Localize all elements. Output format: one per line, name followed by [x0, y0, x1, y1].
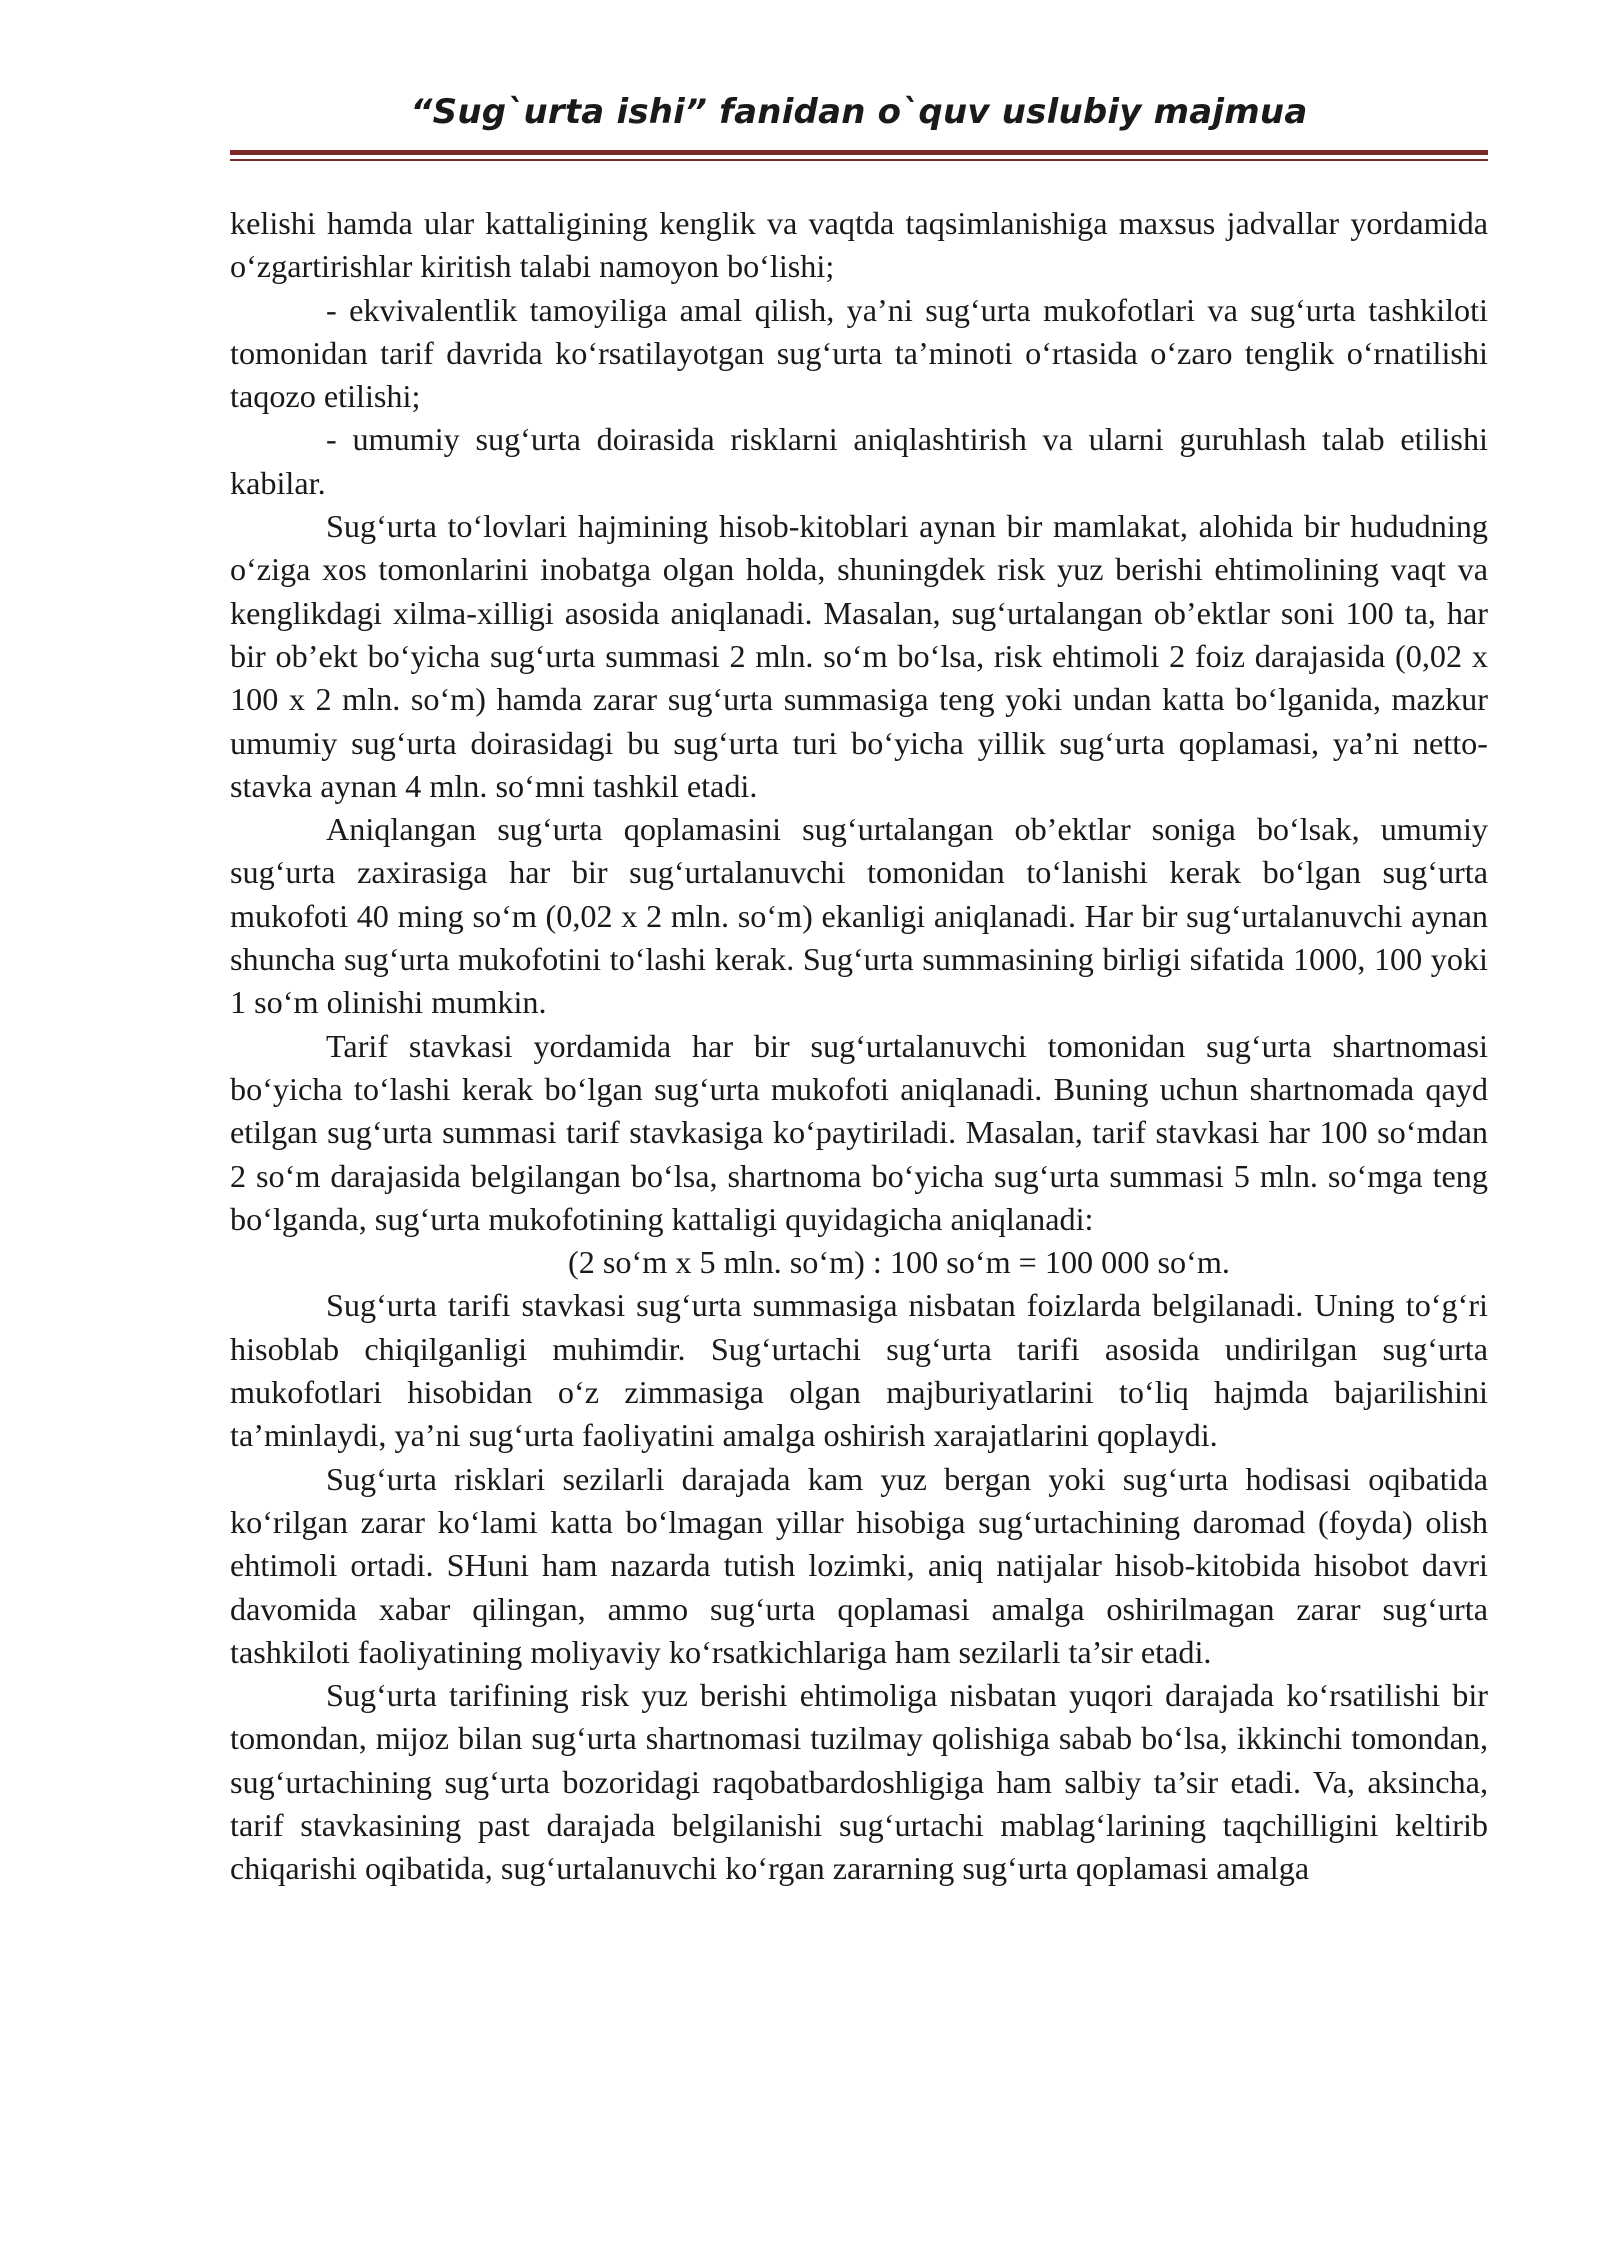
paragraph-list-item-equivalence: - ekvivalentlik tamoyiliga amal qilish, ya’ni sugʻurta mukofotlari va sugʻurta tashkiloti tomonidan tarif davrida koʻrsatilayotgan sugʻurta ta’minoti oʻrtasida oʻzaro tenglik oʻrnatilishi taqozo etilishi;	[230, 291, 1488, 415]
document-body	[230, 202, 1488, 1891]
header-rule-thin	[230, 159, 1488, 161]
paragraph-tariff-level-effects: Sugʻurta tarifining risk yuz berishi ehtimoliga nisbatan yuqori darajada koʻrsatilishi bir tomondan, mijoz bilan sugʻurta shartnomasi tuzilmay qolishiga sabab boʻlsa, ikkinchi tomondan, sugʻurtachining sugʻurta bozoridagi raqobatbardoshligiga ham salbiy ta’sir etadi. Va, aksincha, tarif stavkasining past darajada belgilanishi sugʻurtachi mablagʻlarining taqchilligini keltirib chiqarishi oqibatida, sugʻurtalanuvchi koʻrgan zararning sugʻurta qoplamasi amalga	[230, 1677, 1488, 1887]
paragraph-insurer-profit: Sugʻurta risklari sezilarli darajada kam yuz bergan yoki sugʻurta hodisasi oqibatida koʻrilgan zarar koʻlami katta boʻlmagan yillar hisobiga sugʻurtachining daromad (foyda) olish ehtimoli ortadi. SHuni ham nazarda tutish lozimki, aniq natijalar hisob-kitobida hisobot davri davomida xabar qilingan, ammo sugʻurta qoplamasi amalga oshirilmagan zarar sugʻurta tashkiloti faoliyatining moliyaviy koʻrsatkichlariga ham sezilarli ta’sir etadi.	[230, 1460, 1488, 1670]
paragraph-payment-calculation: Sugʻurta toʻlovlari hajmining hisob-kitoblari aynan bir mamlakat, alohida bir hududning oʻziga xos tomonlarini inobatga olgan holda, shuningdek risk yuz berishi ehtimolining vaqt va kenglikdagi xilma-xilligi asosida aniqlanadi. Masalan, sugʻurtalangan ob’ektlar soni 100 ta, har bir ob’ekt boʻyicha sugʻurta summasi 2 mln. soʻm boʻlsa, risk ehtimoli 2 foiz darajasida (0,02 x 100 x 2 mln. soʻm) hamda zarar sugʻurta summasiga teng yoki undan katta boʻlganida, mazkur umumiy sugʻurta doirasidagi bu sugʻurta turi boʻyicha yillik sugʻurta qoplamasi, ya’ni netto-stavka aynan 4 mln. soʻmni tashkil etadi.	[230, 508, 1488, 804]
header-rule-thick	[230, 150, 1488, 155]
paragraph-tariff-rate: Tarif stavkasi yordamida har bir sugʻurtalanuvchi tomonidan sugʻurta shartnomasi boʻyicha toʻlashi kerak boʻlgan sugʻurta mukofoti aniqlanadi. Buning uchun shartnomada qayd etilgan sugʻurta summasi tarif stavkasiga koʻpaytiriladi. Masalan, tarif stavkasi har 100 soʻmdan 2 soʻm darajasida belgilangan boʻlsa, shartnoma boʻyicha sugʻurta summasi 5 mln. soʻmga teng boʻlganda, sugʻurta mukofotining kattaligi quyidagicha aniqlanadi:	[230, 1027, 1488, 1237]
paragraph-tariff-percent: Sugʻurta tarifi stavkasi sugʻurta summasiga nisbatan foizlarda belgilanadi. Uning toʻgʻri hisoblab chiqilganligi muhimdir. Sugʻurtachi sugʻurta tarifi asosida undirilgan sugʻurta mukofotlari hisobidan oʻz zimmasiga olgan majburiyatlarini toʻliq hajmda bajarilishini ta’minlaydi, ya’ni sugʻurta faoliyatini amalga oshirish xarajatlarini qoplaydi.	[230, 1287, 1488, 1454]
paragraph-list-item-risk-grouping: - umumiy sugʻurta doirasida risklarni aniqlashtirish va ularni guruhlash talab etilishi kabilar.	[230, 421, 1488, 501]
page-header-title: “Sug`urta ishi” fanidan o`quv uslubiy majmua	[410, 92, 1308, 132]
formula-line: (2 soʻm x 5 mln. soʻm) : 100 soʻm = 100 000 soʻm.	[568, 1244, 1230, 1281]
paragraph-continuation: kelishi hamda ular kattaligining kenglik va vaqtda taqsimlanishiga maxsus jadvallar yordamida oʻzgartirishlar kiritish talabi namoyon boʻlishi;	[230, 205, 1488, 285]
paragraph-premium-per-insured: Aniqlangan sugʻurta qoplamasini sugʻurtalangan ob’ektlar soniga boʻlsak, umumiy sugʻurta zaxirasiga har bir sugʻurtalanuvchi tomonidan toʻlanishi kerak boʻlgan sugʻurta mukofoti 40 ming soʻm (0,02 x 2 mln. soʻm) ekanligi aniqlanadi. Har bir sugʻurtalanuvchi aynan shuncha sugʻurta mukofotini toʻlashi kerak. Sugʻurta summasining birligi sifatida 1000, 100 yoki 1 soʻm olinishi mumkin.	[230, 811, 1488, 1021]
